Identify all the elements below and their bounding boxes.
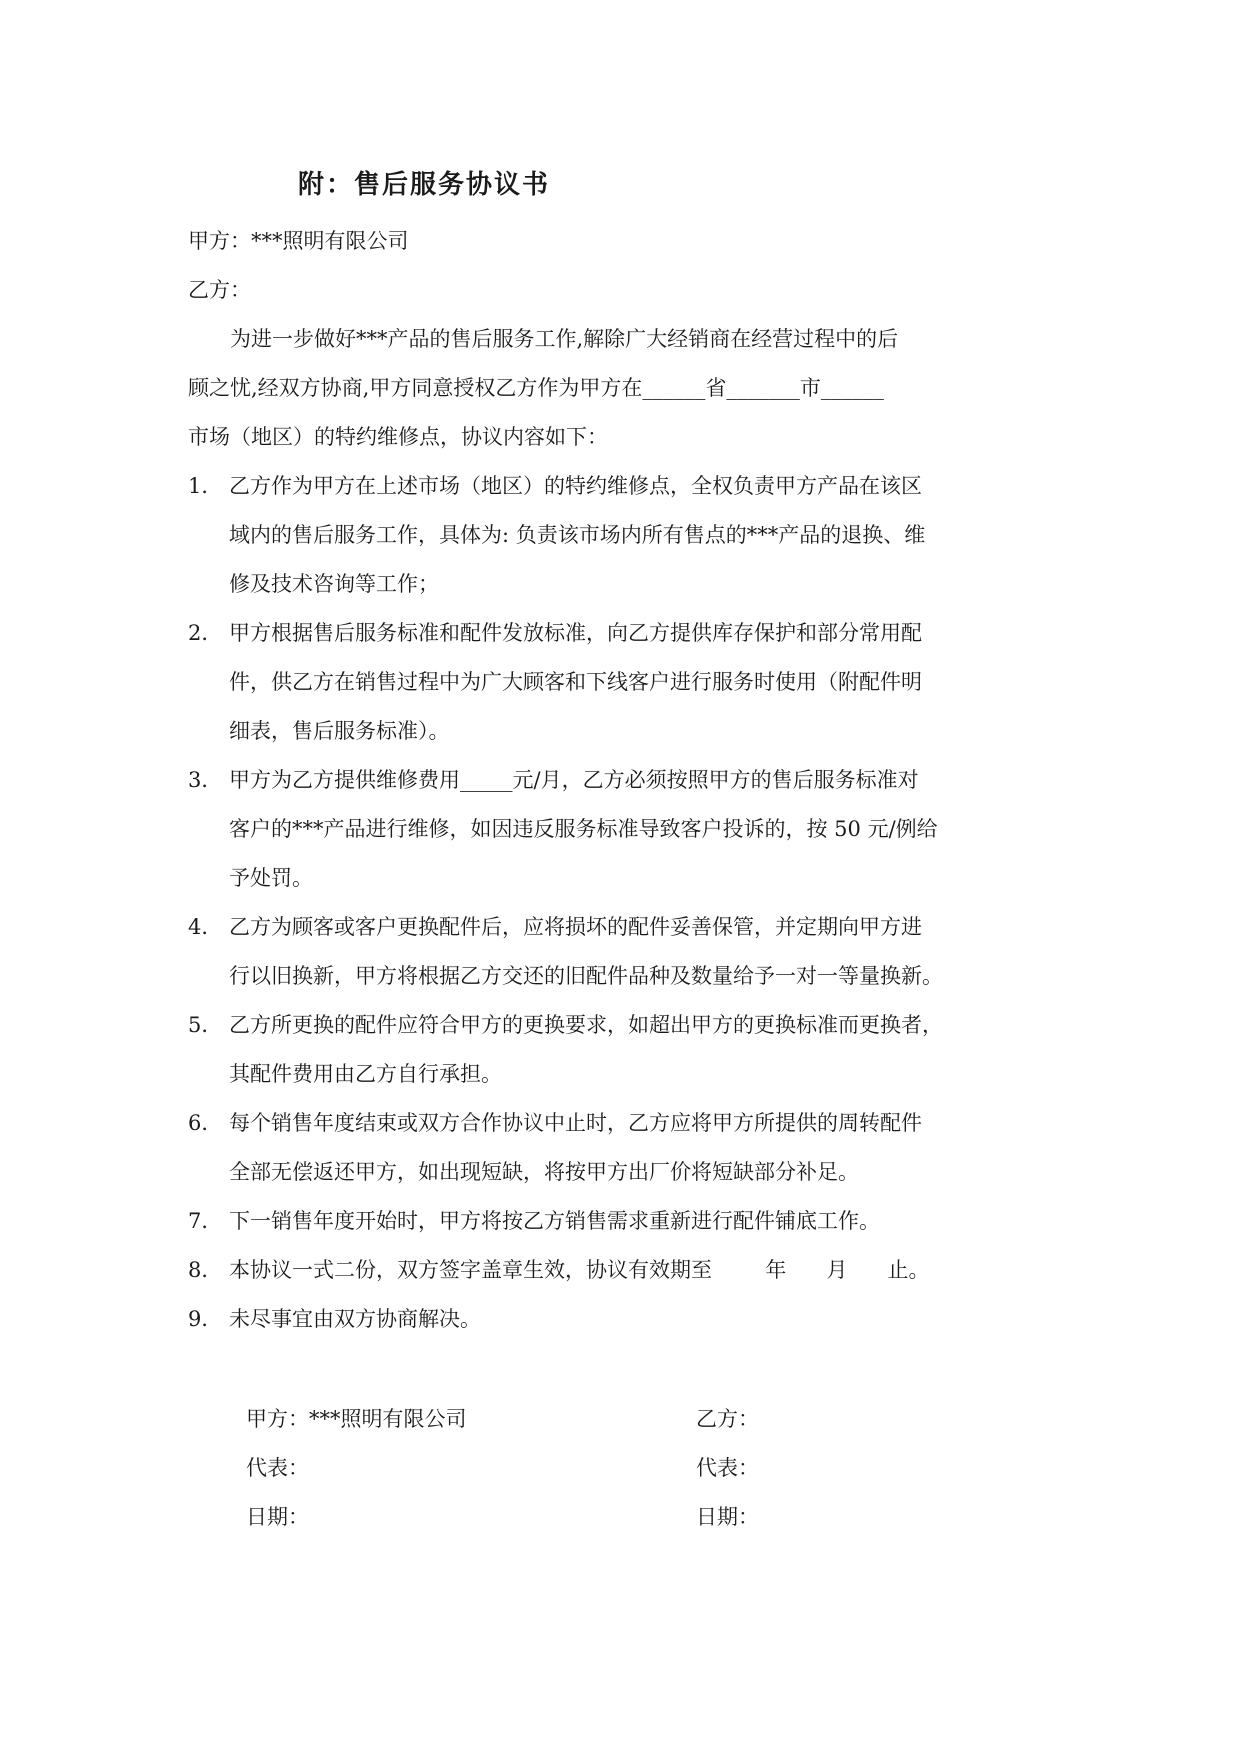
clause-text-line: 未尽事宜由双方协商解决。: [229, 1307, 481, 1331]
clause-number: 5．: [188, 1013, 223, 1037]
party-a-line: 甲方：***照明有限公司: [188, 229, 409, 253]
clause-text-line: 每个销售年度结束或双方合作协议中止时，乙方应将甲方所提供的周转配件: [229, 1111, 922, 1135]
clause-text-line: 客户的***产品进行维修，如因违反服务标准导致客户投诉的，按 50 元/例给: [229, 817, 938, 841]
clause-text-line: 甲方根据售后服务标准和配件发放标准，向乙方提供库存保护和部分常用配: [229, 621, 922, 645]
clause-number: 7．: [188, 1209, 223, 1233]
signature-party-b: 乙方：: [696, 1407, 759, 1431]
signature-date-a: 日期：: [246, 1505, 309, 1529]
clause-text-line: 下一销售年度开始时，甲方将按乙方销售需求重新进行配件铺底工作。: [229, 1209, 880, 1233]
clause-text-line: 件，供乙方在销售过程中为广大顾客和下线客户进行服务时使用（附配件明: [229, 670, 922, 694]
clause-text-line: 本协议一式二份，双方签字盖章生效，协议有效期至 年 月 止。: [229, 1258, 930, 1282]
signature-party-a: 甲方：***照明有限公司: [246, 1407, 467, 1431]
clause-text-line: 其配件费用由乙方自行承担。: [229, 1062, 502, 1086]
document-title: 附：售后服务协议书: [298, 170, 551, 200]
clause-text-line: 修及技术咨询等工作；: [229, 572, 439, 596]
clause-number: 1．: [188, 474, 223, 498]
clause-number: 8．: [188, 1258, 223, 1282]
intro-paragraph-line: 市场（地区）的特约维修点，协议内容如下：: [188, 425, 608, 449]
clause-number: 2．: [188, 621, 223, 645]
clause-text-line: 行以旧换新，甲方将根据乙方交还的旧配件品种及数量给予一对一等量换新。: [229, 964, 943, 988]
intro-paragraph-line: 顾之忧,经双方协商,甲方同意授权乙方作为甲方在______省_______市______: [188, 376, 884, 400]
signature-representative-a: 代表：: [246, 1456, 309, 1480]
clause-number: 9．: [188, 1307, 223, 1331]
clause-text-line: 乙方所更换的配件应符合甲方的更换要求，如超出甲方的更换标准而更换者，: [229, 1013, 943, 1037]
clause-text-line: 甲方为乙方提供维修费用_____元/月，乙方必须按照甲方的售后服务标准对: [229, 768, 919, 792]
clause-text-line: 全部无偿返还甲方，如出现短缺，将按甲方出厂价将短缺部分补足。: [229, 1160, 859, 1184]
clause-text-line: 乙方作为甲方在上述市场（地区）的特约维修点，全权负责甲方产品在该区: [229, 474, 922, 498]
clause-number: 3．: [188, 768, 223, 792]
intro-paragraph-line: 为进一步做好***产品的售后服务工作,解除广大经销商在经营过程中的后: [230, 327, 899, 351]
clause-number: 6．: [188, 1111, 223, 1135]
clause-number: 4．: [188, 915, 223, 939]
clause-text-line: 乙方为顾客或客户更换配件后，应将损坏的配件妥善保管，并定期向甲方进: [229, 915, 922, 939]
clause-text-line: 域内的售后服务工作，具体为: 负责该市场内所有售点的***产品的退换、维: [229, 523, 926, 547]
party-b-line: 乙方：: [188, 278, 251, 302]
signature-date-b: 日期：: [696, 1505, 759, 1529]
signature-representative-b: 代表：: [696, 1456, 759, 1480]
clause-text-line: 予处罚。: [229, 866, 313, 890]
clause-text-line: 细表，售后服务标准）。: [229, 719, 450, 743]
